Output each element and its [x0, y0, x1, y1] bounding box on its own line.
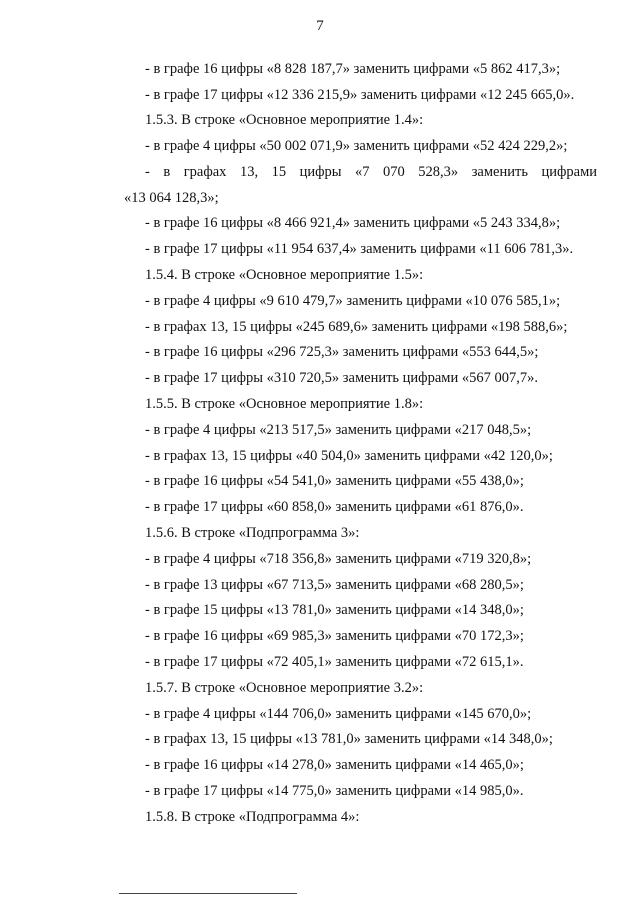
text-line: - в графе 15 цифры «13 781,0» заменить цифрами «14 348,0»; [145, 602, 524, 618]
text-line: - в графе 17 цифры «14 775,0» заменить цифрами «14 985,0». [145, 783, 524, 799]
section-heading: 1.5.6. В строке «Подпрограмма 3»: [145, 525, 360, 541]
text-line: - в графе 16 цифры «8 828 187,7» заменить цифрами «5 862 417,3»; [145, 61, 561, 77]
text-line: - в графе 16 цифры «69 985,3» заменить цифрами «70 172,3»; [145, 628, 524, 644]
text-line: - в графе 17 цифры «60 858,0» заменить цифрами «61 876,0». [145, 499, 524, 515]
text-line: - в графе 17 цифры «72 405,1» заменить цифрами «72 615,1». [145, 654, 524, 670]
text-line-continuation: «13 064 128,3»; [124, 190, 219, 206]
text-line: - в графе 4 цифры «718 356,8» заменить цифрами «719 320,8»; [145, 551, 532, 567]
section-heading: 1.5.8. В строке «Подпрограмма 4»: [145, 809, 360, 825]
text-line: - в графах 13, 15 цифры «245 689,6» заменить цифрами «198 588,6»; [145, 319, 568, 335]
text-line: - в графе 16 цифры «8 466 921,4» заменить цифрами «5 243 334,8»; [145, 215, 561, 231]
text-line: - в графе 16 цифры «54 541,0» заменить цифрами «55 438,0»; [145, 473, 524, 489]
footnote-divider [119, 893, 297, 894]
section-heading: 1.5.7. В строке «Основное мероприятие 3.2»: [145, 680, 424, 696]
section-heading: 1.5.5. В строке «Основное мероприятие 1.8»: [145, 396, 424, 412]
text-line: - в графе 4 цифры «50 002 071,9» заменить цифрами «52 424 229,2»; [145, 138, 568, 154]
section-heading: 1.5.4. В строке «Основное мероприятие 1.5»: [145, 267, 424, 283]
text-line: - в графах 13, 15 цифры «7 070 528,3» заменить цифрами [145, 164, 597, 180]
text-line: - в графах 13, 15 цифры «40 504,0» заменить цифрами «42 120,0»; [145, 448, 553, 464]
text-line: - в графе 13 цифры «67 713,5» заменить цифрами «68 280,5»; [145, 577, 524, 593]
text-line: - в графе 4 цифры «144 706,0» заменить цифрами «145 670,0»; [145, 706, 532, 722]
text-line: - в графе 17 цифры «12 336 215,9» заменить цифрами «12 245 665,0». [145, 87, 575, 103]
text-line: - в графе 4 цифры «213 517,5» заменить цифрами «217 048,5»; [145, 422, 532, 438]
text-line: - в графе 16 цифры «296 725,3» заменить цифрами «553 644,5»; [145, 344, 539, 360]
text-line: - в графе 17 цифры «11 954 637,4» заменить цифрами «11 606 781,3». [145, 241, 574, 257]
text-line: - в графе 16 цифры «14 278,0» заменить цифрами «14 465,0»; [145, 757, 524, 773]
section-heading: 1.5.3. В строке «Основное мероприятие 1.4»: [145, 112, 424, 128]
text-line: - в графах 13, 15 цифры «13 781,0» заменить цифрами «14 348,0»; [145, 731, 553, 747]
text-line: - в графе 17 цифры «310 720,5» заменить цифрами «567 007,7». [145, 370, 538, 386]
page-number: 7 [316, 18, 324, 34]
text-line: - в графе 4 цифры «9 610 479,7» заменить цифрами «10 076 585,1»; [145, 293, 561, 309]
